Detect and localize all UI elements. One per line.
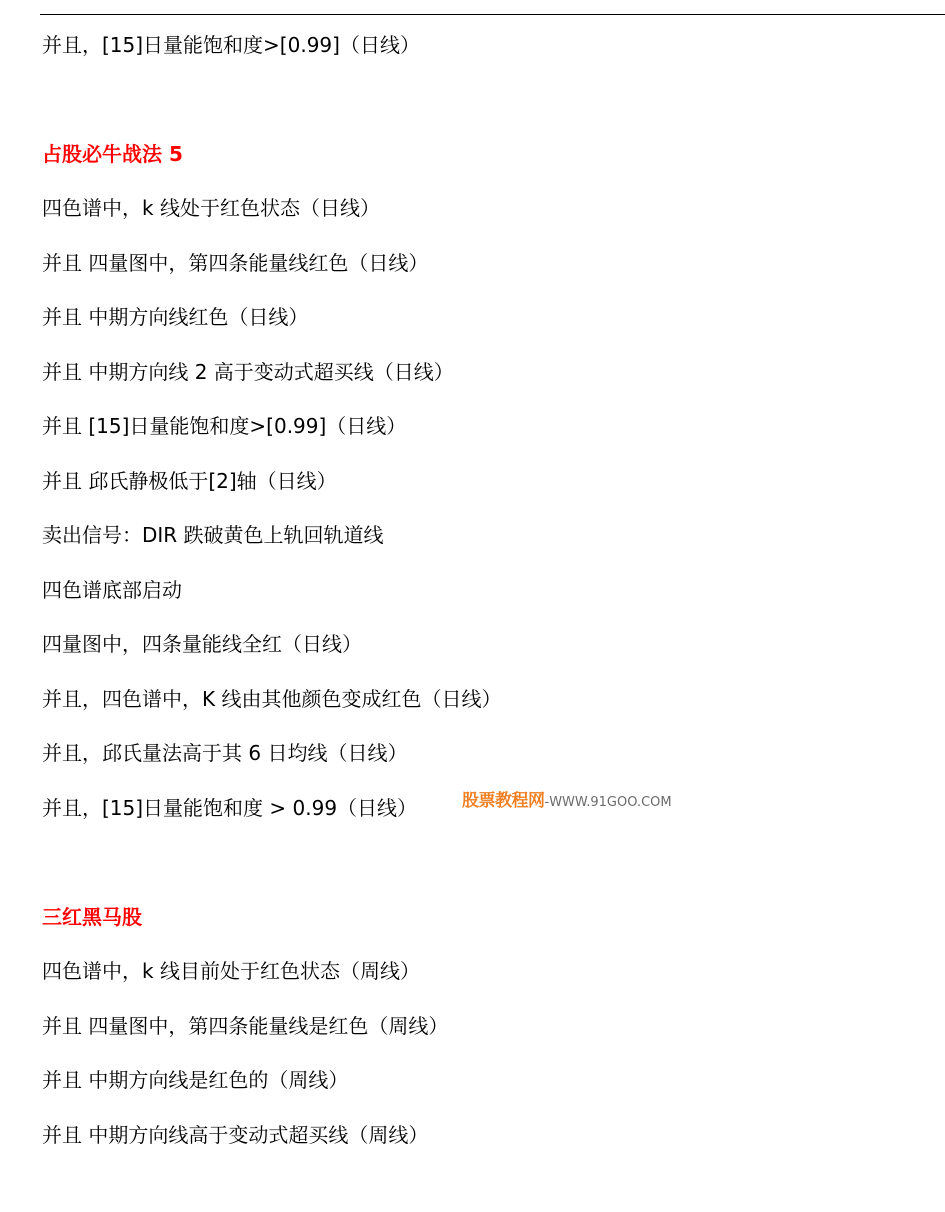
text-line: 四量图中，四条量能线全红（日线） [42,632,362,656]
text-line: 并且，邱氏量法高于其 6 日均线（日线） [42,741,408,765]
text-line: 并且 中期方向线红色（日线） [42,305,309,329]
text-line: 并且 中期方向线高于变动式超买线（周线） [42,1123,429,1147]
text-line: 并且 [15]日量能饱和度>[0.99]（日线） [42,414,407,438]
watermark-name: 股票教程网 [462,791,545,811]
text-line: 卖出信号：DIR 跌破黄色上轨回轨道线 [42,523,384,547]
watermark [462,786,672,811]
text-line: 四色谱中，k 线处于红色状态（日线） [42,196,380,220]
text-line: 并且 中期方向线 2 高于变动式超买线（日线） [42,360,454,384]
text-line: 并且 邱氏静极低于[2]轴（日线） [42,469,337,493]
text-line: 并且 中期方向线是红色的（周线） [42,1068,349,1092]
text-line: 四色谱底部启动 [42,578,182,602]
section-heading: 三红黑马股 [42,905,142,929]
text-line: 并且 四量图中，第四条能量线是红色（周线） [42,1014,449,1038]
text-line: 四色谱中，k 线目前处于红色状态（周线） [42,959,420,983]
text-line: 并且，[15]日量能饱和度 > 0.99（日线） [42,796,418,820]
section-heading: 占股必牛战法 5 [42,142,183,166]
text-line: 并且，[15]日量能饱和度>[0.99]（日线） [42,33,420,57]
watermark-url: -WWW.91GOO.COM [544,795,672,810]
text-line: 并且 四量图中，第四条能量线红色（日线） [42,251,429,275]
top-rule [40,14,945,15]
text-line: 并且，四色谱中，K 线由其他颜色变成红色（日线） [42,687,502,711]
